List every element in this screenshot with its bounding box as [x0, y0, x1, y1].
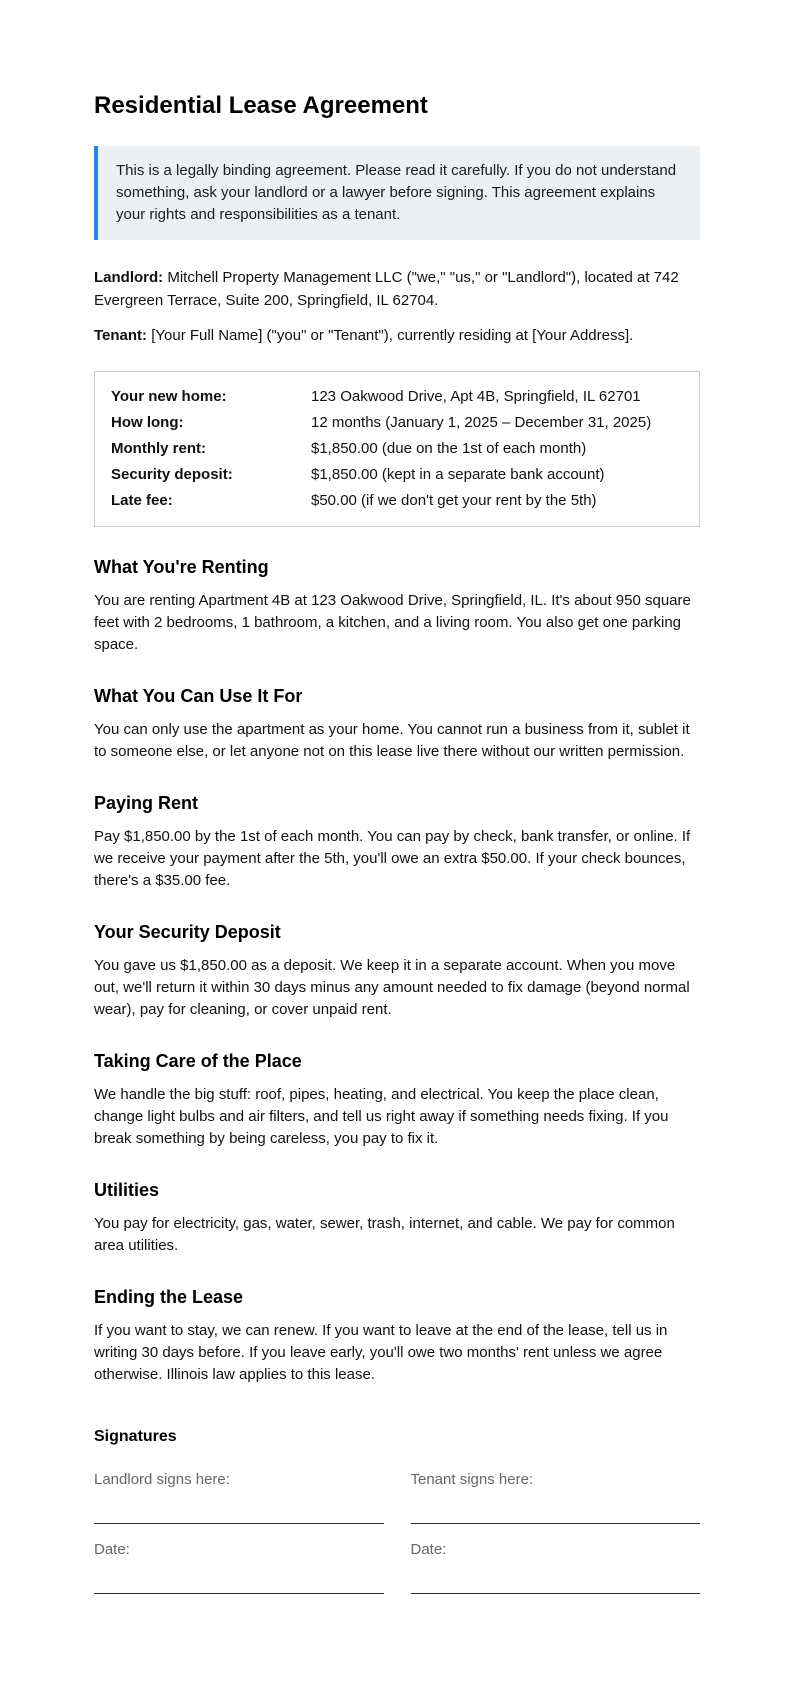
section-paying-rent: [94, 793, 700, 892]
table-row: [95, 488, 699, 514]
row-label: Security deposit:: [111, 466, 233, 483]
row-value: $1,850.00 (kept in a separate bank account): [311, 466, 605, 483]
section-heading: Paying Rent: [94, 793, 199, 813]
page-title: Residential Lease Agreement: [94, 92, 428, 119]
section-body: You pay for electricity, gas, water, sewer, trash, internet, and cable. We pay for common area utilities.: [94, 1215, 675, 1254]
row-value: $50.00 (if we don't get your rent by the 5th): [311, 492, 597, 509]
section-body: If you want to stay, we can renew. If you want to leave at the end of the lease, tell us in writing 30 days before. If you leave early, you'll owe two months' rent unless we agree otherwise. Illinois law applies to this lease.: [94, 1322, 668, 1383]
row-label: How long:: [111, 414, 184, 431]
row-label: Late fee:: [111, 492, 173, 509]
tenant-label: Tenant:: [94, 327, 148, 344]
tenant-text: [Your Full Name] ("you" or "Tenant"), currently residing at [Your Address].: [151, 327, 634, 344]
row-label: Monthly rent:: [111, 440, 206, 457]
landlord-text: Mitchell Property Management LLC ("we," "us," or "Landlord"), located at 742 Evergreen Terrace, Suite 200, Springfield, IL 62704.: [94, 269, 679, 309]
section-body: You gave us $1,850.00 as a deposit. We keep it in a separate account. When you move out, we'll return it within 30 days minus any amount needed to fix damage (beyond normal wear), pay for cleaning, or cover unpaid rent.: [94, 957, 690, 1018]
table-row: [95, 384, 699, 410]
section-heading: Ending the Lease: [94, 1287, 244, 1307]
row-value: 123 Oakwood Drive, Apt 4B, Springfield, IL 62701: [311, 388, 641, 405]
date-label: Date:: [94, 1541, 130, 1558]
signature-block-landlord: [94, 1470, 384, 1610]
section-utilities: [94, 1180, 700, 1257]
landlord-paragraph: [94, 266, 700, 312]
landlord-label: Landlord:: [94, 269, 164, 286]
section-body: We handle the big stuff: roof, pipes, heating, and electrical. You keep the place clean, change light bulbs and air filters, and tell us right away if something needs fixing. If you break something by being careless, you pay to fix it.: [94, 1086, 669, 1147]
section-body: You are renting Apartment 4B at 123 Oakwood Drive, Springfield, IL. It's about 950 square feet with 2 bedrooms, 1 bathroom, a kitchen, and a living room. You also get one parking space.: [94, 592, 691, 653]
signature-line: [94, 1490, 384, 1524]
date-line: [94, 1560, 384, 1594]
table-row: [95, 436, 699, 462]
tenant-paragraph: [94, 324, 700, 347]
section-ending-the-lease: [94, 1287, 700, 1386]
section-body: Pay $1,850.00 by the 1st of each month. You can pay by check, bank transfer, or online. If we receive your payment after the 5th, you'll owe an extra $50.00. If your check bounces, there's a $35.00 fee.: [94, 828, 691, 889]
table-row: [95, 462, 699, 488]
lease-summary-table: [94, 371, 700, 527]
section-body: You can only use the apartment as your home. You cannot run a business from it, sublet it to someone else, or let anyone not on this lease live there without our written permission.: [94, 721, 690, 760]
section-heading: What You're Renting: [94, 557, 269, 577]
date-label: Date:: [410, 1541, 447, 1558]
signatures-heading: Signatures: [94, 1428, 177, 1445]
signatures-grid: [94, 1470, 700, 1610]
signature-label: Landlord signs here:: [94, 1471, 230, 1488]
signature-line: [411, 1490, 701, 1524]
section-heading: What You Can Use It For: [94, 686, 303, 706]
section-taking-care-of-the-place: [94, 1051, 700, 1150]
signature-label: Tenant signs here:: [410, 1471, 534, 1488]
row-label: Your new home:: [111, 388, 227, 405]
table-row: [95, 410, 699, 436]
section-heading: Utilities: [94, 1180, 160, 1200]
section-what-youre-renting: [94, 557, 700, 656]
lease-document: [94, 0, 700, 1700]
section-your-security-deposit: [94, 922, 700, 1021]
row-value: 12 months (January 1, 2025 – December 31, 2025): [311, 414, 652, 431]
notice-box: [94, 146, 700, 240]
notice-text: This is a legally binding agreement. Please read it carefully. If you do not understand something, ask your landlord or a lawyer before signing. This agreement explains your rights and responsibilities as a tenant.: [116, 162, 677, 223]
date-line: [411, 1560, 701, 1594]
section-heading: Taking Care of the Place: [94, 1051, 302, 1071]
row-value: $1,850.00 (due on the 1st of each month): [311, 440, 587, 457]
signature-block-tenant: [411, 1470, 701, 1610]
section-heading: Your Security Deposit: [94, 922, 281, 942]
section-what-you-can-use-it-for: [94, 686, 700, 763]
